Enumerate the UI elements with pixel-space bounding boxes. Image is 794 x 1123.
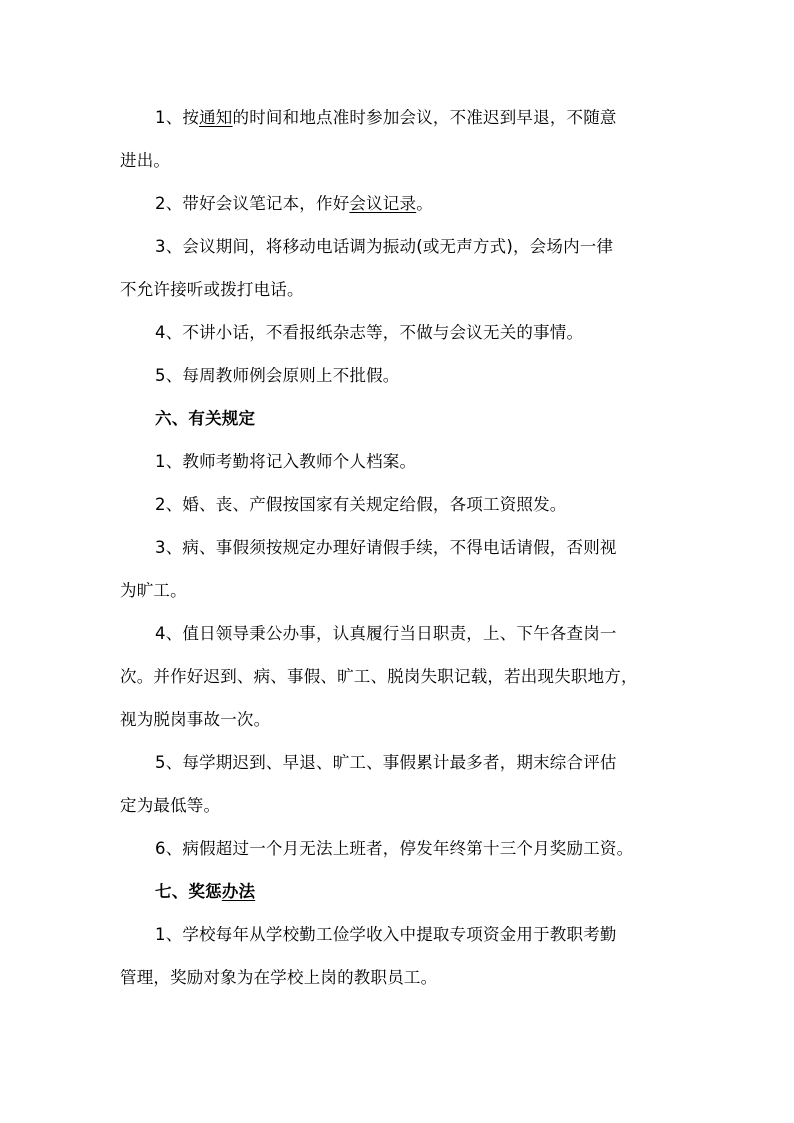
rule-4-line-2: 次。并作好迟到、病、事假、旷工、脱岗失职记载，若出现失职地方， (120, 667, 638, 686)
paragraph-4: 4、不讲小话，不看报纸杂志等，不做与会议无关的事情。 (155, 323, 584, 342)
text: 的时间和地点准时参加会议，不准迟到早退，不随意 (232, 108, 617, 127)
method-link[interactable]: 办法 (221, 882, 256, 901)
text: 七、奖惩 (155, 882, 222, 901)
rule-2: 2、婚、丧、产假按国家有关规定给假，各项工资照发。 (155, 495, 567, 514)
section-heading-7 (155, 882, 680, 902)
paragraph-3-line-2: 不允许接听或拨打电话。 (120, 280, 304, 299)
meeting-record-link[interactable]: 会议记录 (349, 194, 417, 213)
rule-4-line-1: 4、值日领导秉公办事，认真履行当日职责，上、下午各查岗一 (155, 624, 617, 643)
notice-link[interactable]: 通知 (199, 108, 233, 127)
paragraph-2 (155, 194, 680, 214)
rule-3-line-1: 3、病、事假须按规定办理好请假手续，不得电话请假，否则视 (155, 538, 617, 557)
section-heading-6: 六、有关规定 (155, 409, 256, 428)
rule-5-line-1: 5、每学期迟到、早退、旷工、事假累计最多者，期末综合评估 (155, 753, 617, 772)
paragraph-1-line-2: 进出。 (120, 151, 171, 170)
paragraph-5: 5、每周教师例会原则上不批假。 (155, 366, 400, 385)
paragraph-1-line-1 (155, 108, 680, 128)
paragraph-3-line-1: 3、会议期间，将移动电话调为振动(或无声方式)，会场内一律 (155, 237, 614, 256)
text: 1、按 (155, 108, 200, 127)
rule-5-line-2: 定为最低等。 (120, 796, 221, 815)
rule-1: 1、教师考勤将记入教师个人档案。 (155, 452, 417, 471)
text: 2、带好会议笔记本，作好 (155, 194, 350, 213)
rule-6: 6、病假超过一个月无法上班者，停发年终第十三个月奖励工资。 (155, 839, 634, 858)
reward-1-line-2: 管理，奖励对象为在学校上岗的教职员工。 (120, 968, 438, 987)
rule-4-line-3: 视为脱岗事故一次。 (120, 710, 271, 729)
text: 。 (416, 194, 433, 213)
reward-1-line-1: 1、学校每年从学校勤工俭学收入中提取专项资金用于教职考勤 (155, 925, 617, 944)
rule-3-line-2: 为旷工。 (120, 581, 187, 600)
